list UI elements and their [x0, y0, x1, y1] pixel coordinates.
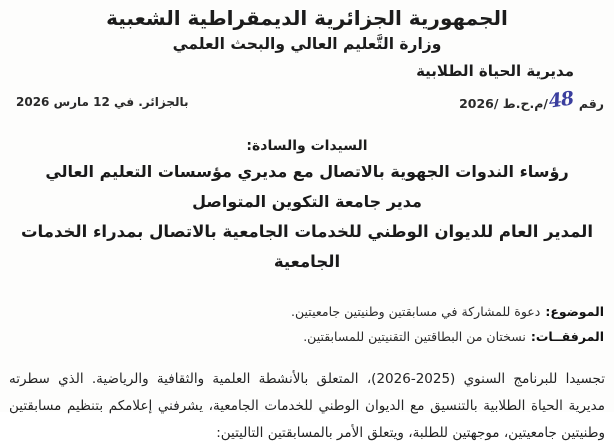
- attachments-text: نسختان من البطاقتين التقنيتين للمسابقتين.: [303, 329, 526, 344]
- handwritten-number: 48: [547, 87, 575, 113]
- body-line: وطنيتين جامعيتين، موجهتين للطلبة، ويتعلق الأمر بالمسابقتين التاليتين:: [216, 425, 605, 441]
- ministry-title: وزارة التَّعليم العالي والبحث العلمي: [172, 35, 442, 53]
- recipient-line-continuing-education-university: مدير جامعة التكوين المتواصل: [192, 192, 422, 211]
- letterhead: [0, 5, 614, 56]
- subject-block: [0, 299, 614, 349]
- reference-suffix: /م.ح.ط /2026: [459, 96, 548, 111]
- body-line: تجسيدا للبرنامج السنوي (2025-2026)، المتعلق بالأنشطة العلمية والثقافية والرياضية. الذي سطرته: [9, 371, 605, 387]
- republic-title: الجمهورية الجزائرية الديمقراطية الشعبية: [106, 6, 508, 30]
- subject-label: الموضوع:: [545, 304, 604, 319]
- recipient-line-regional-conferences: رؤساء الندوات الجهوية بالاتصال مع مديري مؤسسات التعليم العالي: [45, 162, 569, 181]
- attachments-label: المرفقــات:: [530, 329, 604, 344]
- subject-text: دعوة للمشاركة في مسابقتين وطنيتين جامعيتين.: [291, 304, 541, 319]
- recipients-block: [0, 135, 614, 277]
- body-line: مديرية الحياة الطلابية بالتنسيق مع الديوان الوطني للخدمات الجامعية، يشرفني إعلامكم بتنظيم مسابقتين: [9, 398, 605, 414]
- salutation: السيدات والسادة:: [246, 138, 368, 154]
- recipient-line-national-office-director: المدير العام للديوان الوطني للخدمات الجامعية بالاتصال بمدراء الخدمات الجامعية: [20, 222, 594, 271]
- directorate-name: مديرية الحياة الطلابية: [416, 62, 574, 80]
- date-line: بالجزائر. في 12 مارس 2026: [16, 95, 189, 109]
- attachments-row: [0, 324, 604, 349]
- subject-row: [0, 299, 604, 324]
- reference-number: [459, 87, 604, 113]
- body-paragraph: [0, 366, 614, 447]
- reference-date-row: [0, 89, 614, 115]
- reference-prefix: رقم: [578, 96, 604, 111]
